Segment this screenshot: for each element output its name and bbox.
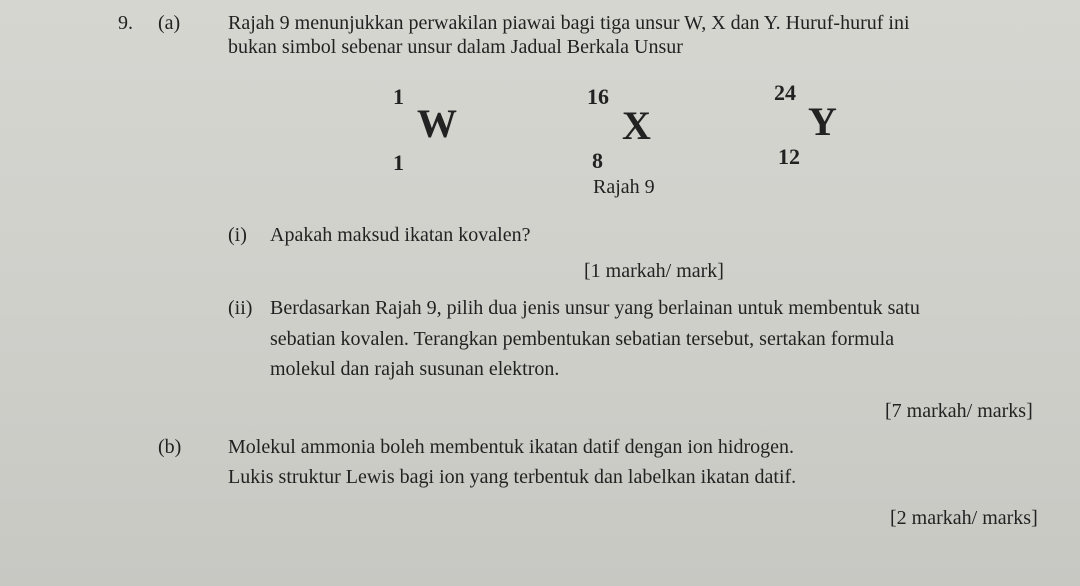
element-w-symbol: W xyxy=(417,101,457,146)
element-x-symbol: X xyxy=(622,103,651,148)
part-b-line2: Lukis struktur Lewis bagi ion yang terbentuk dan labelkan ikatan datif. xyxy=(228,466,797,488)
q1-label: (i) xyxy=(228,224,247,246)
element-y-mass-number: 24 xyxy=(774,80,796,105)
element-w-mass-number: 1 xyxy=(393,84,404,109)
element-y-proton-number: 12 xyxy=(778,144,800,169)
element-x-mass-number: 16 xyxy=(587,84,609,109)
q1-text: Apakah maksud ikatan kovalen? xyxy=(270,224,531,246)
part-b-label: (b) xyxy=(158,436,182,458)
q2-line3: molekul dan rajah susunan elektron. xyxy=(270,358,560,380)
figure-caption: Rajah 9 xyxy=(593,176,655,198)
q2-label: (ii) xyxy=(228,297,253,319)
part-a-intro-line1: Rajah 9 menunjukkan perwakilan piawai bagi tiga unsur W, X dan Y. Huruf-huruf ini xyxy=(228,12,910,34)
part-a-intro-line2: bukan simbol sebenar unsur dalam Jadual Berkala Unsur xyxy=(228,36,683,58)
question-number: 9. xyxy=(118,12,133,34)
element-y-symbol: Y xyxy=(808,99,837,144)
element-w-proton-number: 1 xyxy=(393,150,404,175)
part-b-line1: Molekul ammonia boleh membentuk ikatan datif dengan ion hidrogen. xyxy=(228,436,794,458)
element-x-proton-number: 8 xyxy=(592,148,603,173)
q1-marks: [1 markah/ mark] xyxy=(584,260,724,282)
part-a-label: (a) xyxy=(158,12,181,34)
q2-marks: [7 markah/ marks] xyxy=(885,400,1033,422)
q2-line1: Berdasarkan Rajah 9, pilih dua jenis unsur yang berlainan untuk membentuk satu xyxy=(270,297,920,319)
part-b-marks: [2 markah/ marks] xyxy=(890,507,1038,529)
q2-line2: sebatian kovalen. Terangkan pembentukan sebatian tersebut, sertakan formula xyxy=(270,328,895,350)
